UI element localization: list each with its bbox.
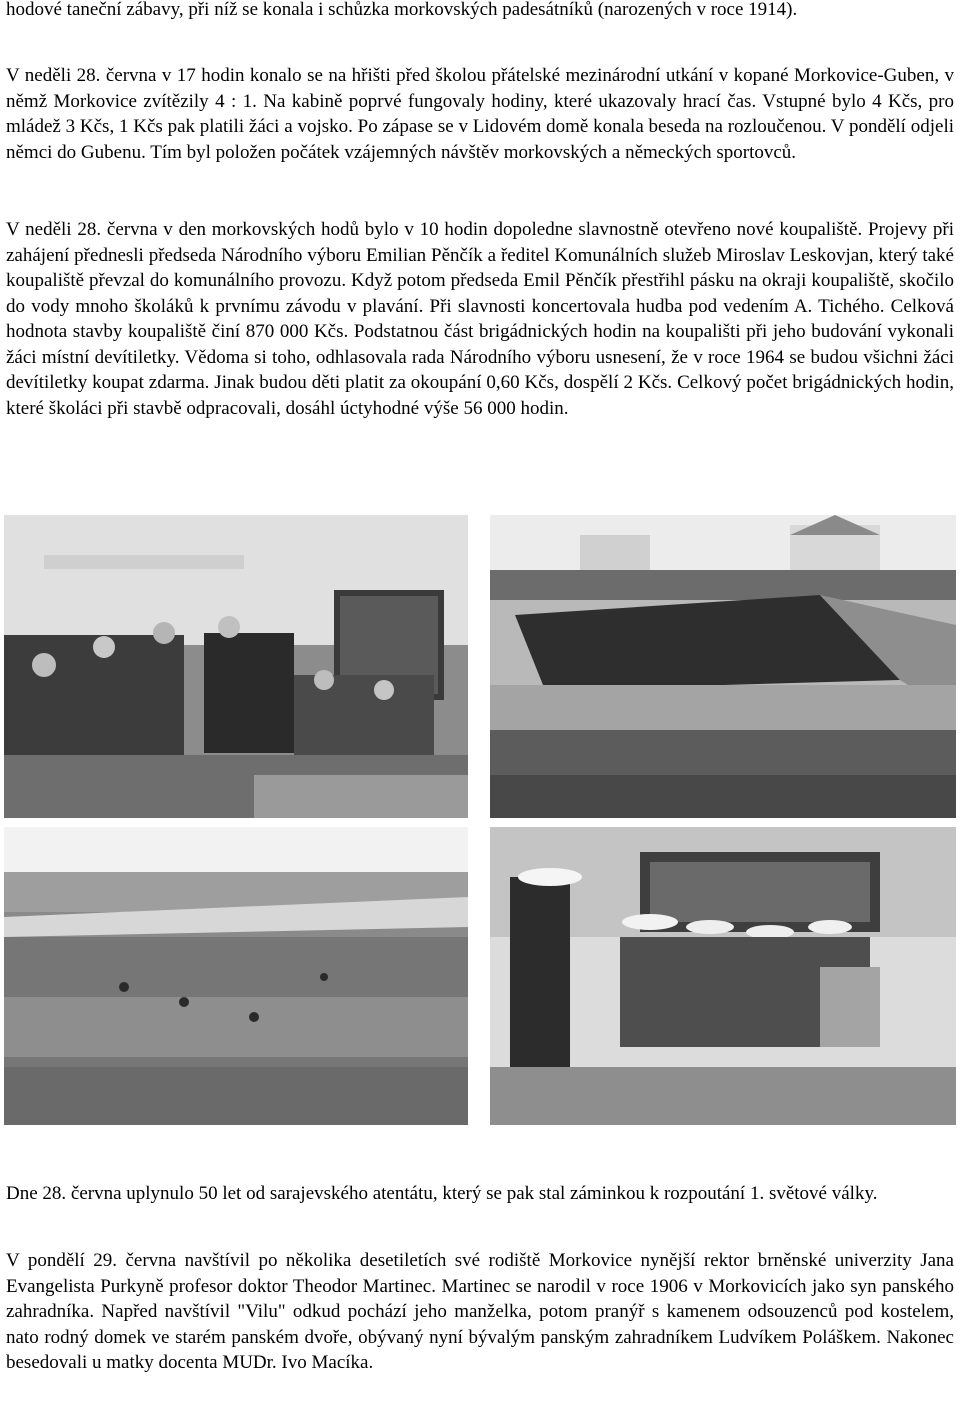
photo-band-hats-image	[490, 827, 956, 1125]
photo-band-opening	[4, 515, 468, 818]
photo-pool-overview-image	[490, 515, 956, 818]
paragraph-dance: hodové taneční zábavy, při níž se konala i schůzka morkovských padesátníků (narozených v roce 1914).	[6, 0, 798, 20]
paragraph-football-match: V neděli 28. června v 17 hodin konalo se na hřišti před školou přátelské mezinárodní utkání v kopané Morkovice-Guben, v němž Morkovice zvítězily 4 : 1. Na kabině poprvé fungovaly hodiny, které ukazovaly hrací čas. Vstupné bylo 4 Kčs, pro mládež 3 Kčs, 1 Kčs pak platili žáci a vojsko. Po zápase se v Lidovém domě konala beseda na rozloučenou. V pondělí odjeli němci do Gubenu. Tím byl položen počátek vzájemných návštěv morkovských a německých sportovců.	[6, 65, 954, 163]
photo-pool-overview	[490, 515, 956, 818]
photo-band-opening-image	[4, 515, 468, 818]
paragraph-sarajevo: Dne 28. června uplynulo 50 let od sarajevského atentátu, který se pak stal záminkou k rozpoutání 1. světové války.	[6, 1183, 878, 1204]
photo-band-hats	[490, 827, 956, 1125]
photo-swimmers-image	[4, 827, 468, 1125]
paragraph-rector-visit: V pondělí 29. června navštívil po několika desetiletích své rodiště Morkovice nynější rektor brněnské univerzity Jana Evangelista Purkyně profesor doktor Theodor Martinec. Martinec se narodil v roce 1906 v Morkovicích jako syn panského zahradníka. Napřed navštívil "Vilu" odkud pochází jeho manželka, potom pranýř s kamenem odsouzenců pod kostelem, nato rodný domek ve starém panském dvoře, obývaný nyní bývalým panským zahradníkem Ludvíkem Poláškem. Nakonec besedovali u matky docenta MUDr. Ivo Macíka.	[6, 1250, 954, 1373]
photo-swimmers	[4, 827, 468, 1125]
paragraph-swimming-pool: V neděli 28. června v den morkovských hodů bylo v 10 hodin dopoledne slavnostně otevřeno nové koupaliště. Projevy při zahájení přednesli předseda Národního výboru Emilian Pěnčík a ředitel Komunálních služeb Miroslav Leskovjan, který také koupaliště převzal do komunálního provozu. Když potom předseda Emil Pěnčík přestřihl pásku na okraji koupaliště, skočilo do vody mnoho školáků k prvnímu závodu v plavání. Při slavnosti koncertovala hudba pod vedením A. Tichého. Celková hodnota stavby koupaliště činí 870 000 Kčs. Podstatnou část brigádnických hodin na koupališti při jeho budování vykonali žáci místní devítiletky. Vědoma si toho, odhlasovala rada Národního výboru usnesení, že v roce 1964 se budou všichni žáci devítiletky koupat zdarma. Jinak budou děti platit za okoupání 0,60 Kčs, dospělí 2 Kčs. Celkový počet brigádnických hodin, které školáci při stavbě odpracovali, dosáhl úctyhodné výše 56 000 hodin.	[6, 219, 954, 419]
